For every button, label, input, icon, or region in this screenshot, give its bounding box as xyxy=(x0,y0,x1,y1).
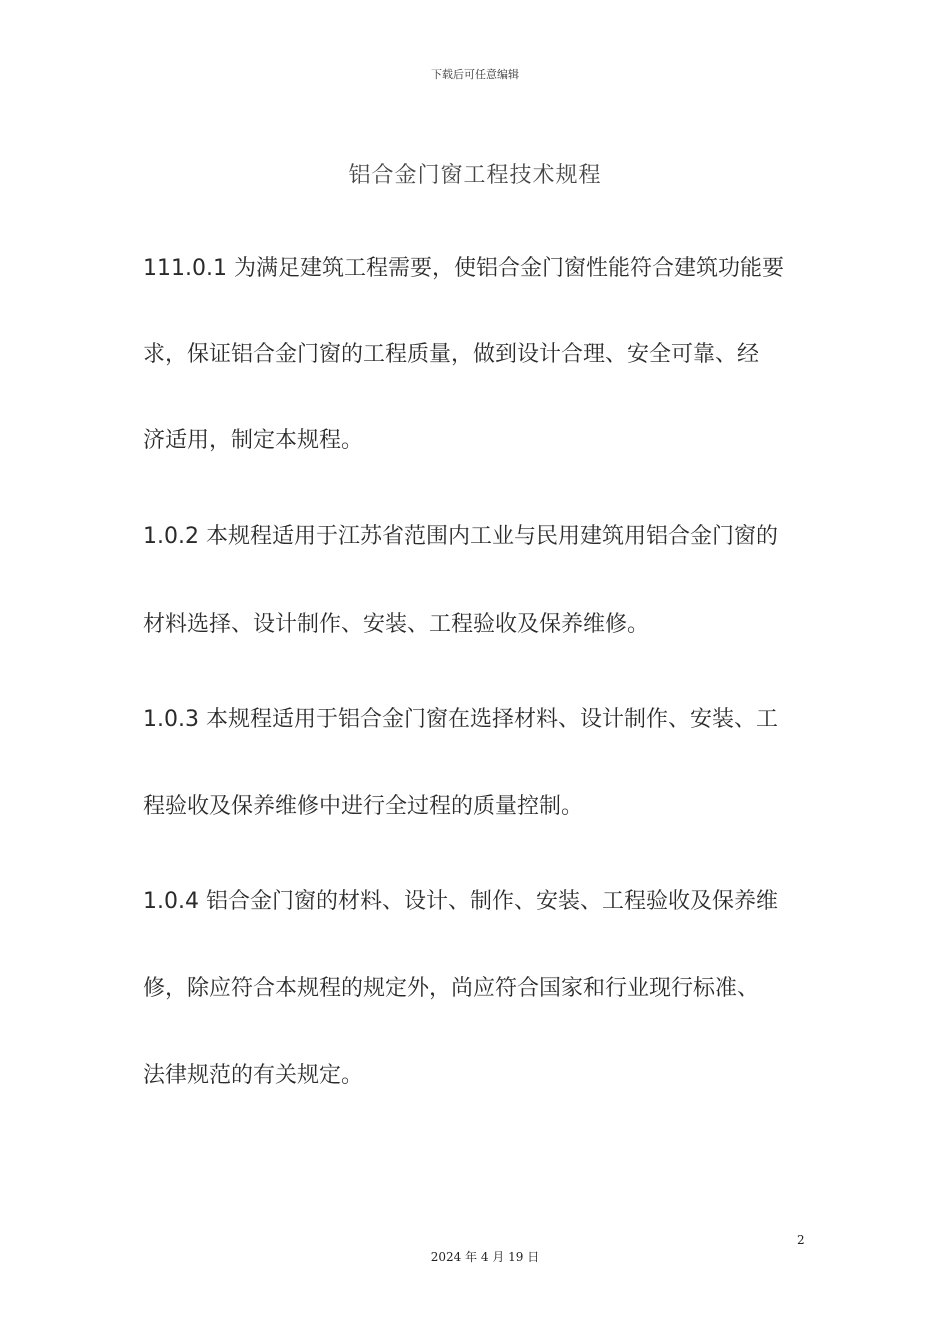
paragraph-line: 1.0.2 本规程适用于江苏省范围内工业与民用建筑用铝合金门窗的 xyxy=(143,524,778,549)
paragraph-line: 法律规范的有关规定。 xyxy=(143,1063,364,1088)
paragraph-line: 济适用，制定本规程。 xyxy=(143,428,364,453)
paragraph-line: 材料选择、设计制作、安装、工程验收及保养维修。 xyxy=(143,612,650,637)
paragraph-line: 程验收及保养维修中进行全过程的质量控制。 xyxy=(143,794,584,819)
paragraph-line: 111.0.1 为满足建筑工程需要，使铝合金门窗性能符合建筑功能要 xyxy=(143,256,784,281)
paragraph-line: 1.0.3 本规程适用于铝合金门窗在选择材料、设计制作、安装、工 xyxy=(143,707,778,732)
paragraph-line: 1.0.4 铝合金门窗的材料、设计、制作、安装、工程验收及保养维 xyxy=(143,889,778,914)
document-title: 铝合金门窗工程技术规程 xyxy=(348,163,602,188)
paragraph-line: 修，除应符合本规程的规定外，尚应符合国家和行业现行标准、 xyxy=(143,976,760,1001)
header-note: 下载后可任意编辑 xyxy=(431,68,519,81)
page-number: 2 xyxy=(797,1233,805,1247)
paragraph-line: 求，保证铝合金门窗的工程质量，做到设计合理、安全可靠、经 xyxy=(143,342,760,367)
footer-date: 2024 年 4 月 19 日 xyxy=(430,1250,540,1264)
